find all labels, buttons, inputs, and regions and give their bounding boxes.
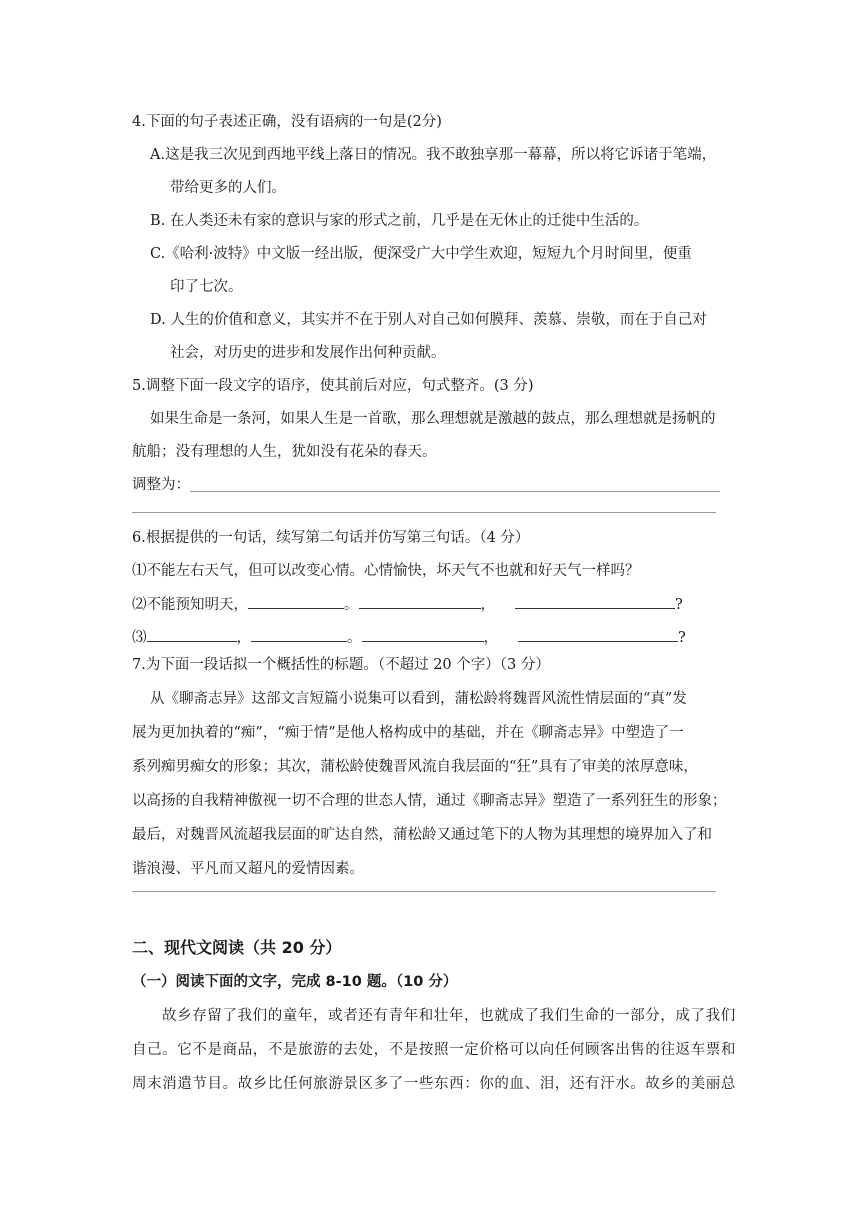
section2-passage-line2: 自己。它不是商品，不是旅游的去处，不是按照一定价格可以向任何顾客出售的往返车票和 <box>132 1042 736 1058</box>
q6-sentence3-prefix: ⑶ <box>132 630 147 646</box>
q7-passage-line2: 展为更加执着的“痴”，“痴于情”是他人格构成中的基础，并在《聊斋志异》中塑造了一 <box>132 725 684 741</box>
section2-title: 二、现代文阅读（共 20 分） <box>132 938 342 957</box>
q6-sentence2-prefix: ⑵不能预知明天， <box>132 597 248 613</box>
section2-passage-line3: 周末消遣节目。故乡比任何旅游景区多了一些东西：你的血、泪，还有汗水。故乡的美丽总 <box>132 1076 736 1092</box>
q7-answer-line[interactable] <box>132 891 716 892</box>
q6-sentence3 <box>132 627 686 648</box>
q5-answer-line1[interactable] <box>190 491 720 492</box>
q6-s2-blank1[interactable] <box>248 594 344 609</box>
q4-option-c-line2: 印了七次。 <box>170 279 243 295</box>
q6-s2-blank2[interactable] <box>359 594 481 609</box>
q6-qmark: ? <box>678 630 686 646</box>
q4-option-c-line1: C.《哈利·波特》中文版一经出版，便深受广大中学生欢迎，短短九个月时间里，便重 <box>150 246 692 262</box>
q6-s3-blank4[interactable] <box>518 627 678 642</box>
q7-passage-line6: 谐浪漫、平凡而又超凡的爱情因素。 <box>132 861 364 877</box>
q5-passage-line2: 航船；没有理想的人生，犹如没有花朵的春天。 <box>132 444 437 460</box>
q6-comma: ， <box>483 630 498 646</box>
q7-stem: 7.为下面一段话拟一个概括性的标题。（不超过 20 个字）（3 分） <box>132 657 550 673</box>
section2-subtitle: （一）阅读下面的文字，完成 8-10 题。（10 分） <box>132 974 458 990</box>
q4-option-a-line1: A.这是我三次见到西地平线上落日的情况。我不敢独享那一幕幕，所以将它诉诸于笔端， <box>150 147 717 163</box>
section2-passage-line1: 故乡存留了我们的童年，或者还有青年和壮年，也就成了我们生命的一部分，成了我们 <box>162 1008 736 1024</box>
q5-passage-line1: 如果生命是一条河，如果人生是一首歌，那么理想就是激越的鼓点，那么理想就是扬帆的 <box>150 411 716 427</box>
q6-s3-blank3[interactable] <box>362 627 484 642</box>
q6-qmark: ? <box>675 597 683 613</box>
q6-period: 。 <box>344 597 359 613</box>
q6-s3-blank1[interactable] <box>147 627 237 642</box>
q6-stem: 6.根据提供的一句话，续写第二句话并仿写第三句话。（4 分） <box>132 530 530 546</box>
q4-option-d-line1: D. 人生的价值和意义，其实并不在于别人对自己如何膜拜、羡慕、崇敬，而在于自己对 <box>150 312 707 328</box>
q6-sentence1: ⑴不能左右天气，但可以改变心情。心情愉快，坏天气不也就和好天气一样吗？ <box>132 563 640 579</box>
q5-stem: 5.调整下面一段文字的语序，使其前后对应，句式整齐。(3 分) <box>132 378 534 394</box>
q4-option-b: B. 在人类还未有家的意识与家的形式之前，几乎是在无休止的迁徙中生活的。 <box>150 213 649 229</box>
q4-option-a-line2: 带给更多的人们。 <box>170 180 286 196</box>
q7-passage-line3: 系列痴男痴女的形象；其次，蒲松龄使魏晋风流自我层面的“狂”具有了审美的浓厚意味， <box>132 759 698 775</box>
q7-passage-line5: 最后，对魏晋风流超我层面的旷达自然，蒲松龄又通过笔下的人物为其理想的境界加入了和 <box>132 827 712 843</box>
q7-passage-line1: 从《聊斋志异》这部文言短篇小说集可以看到，蒲松龄将魏晋风流性情层面的“真”发 <box>150 691 687 707</box>
q4-option-d-line2: 社会，对历史的进步和发展作出何种贡献。 <box>170 345 446 361</box>
q7-passage-line4: 以高扬的自我精神傲视一切不合理的世态人情，通过《聊斋志异》塑造了一系列狂生的形象； <box>132 793 727 809</box>
q5-answer-label: 调整为： <box>132 477 190 493</box>
q6-comma: ， <box>480 597 495 613</box>
q5-answer-line2[interactable] <box>132 512 716 513</box>
q4-stem: 4.下面的句子表述正确，没有语病的一句是(2分) <box>132 114 442 130</box>
q6-s3-blank2[interactable] <box>251 627 347 642</box>
q6-comma: ， <box>236 630 251 646</box>
q6-sentence2 <box>132 594 683 615</box>
q6-period: 。 <box>347 630 362 646</box>
q6-s2-blank3[interactable] <box>515 594 675 609</box>
